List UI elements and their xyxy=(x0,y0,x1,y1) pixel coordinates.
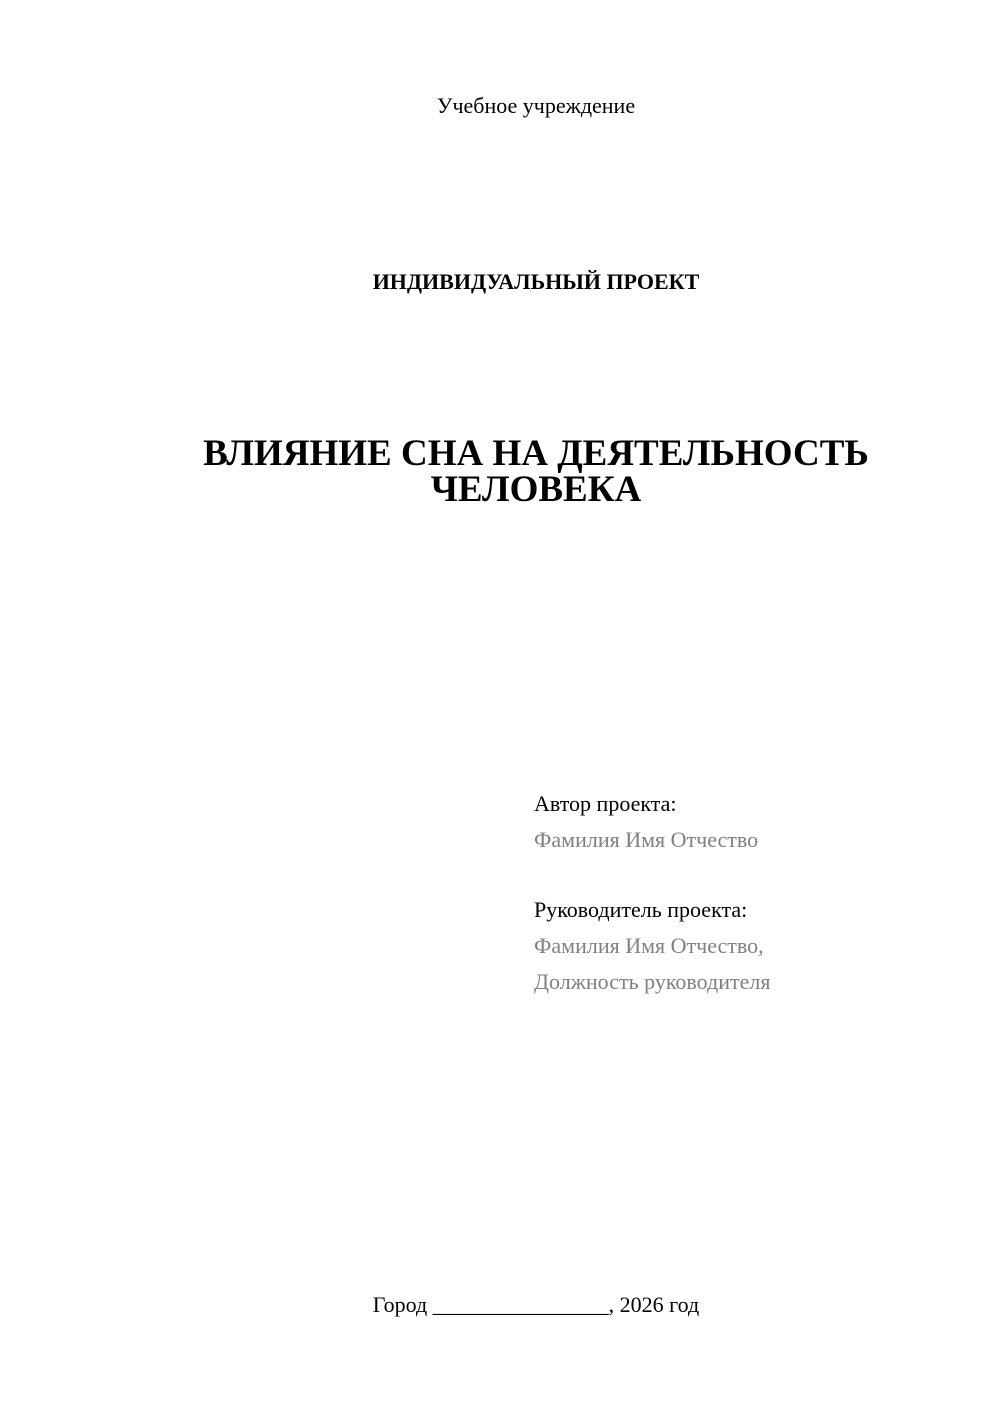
project-title xyxy=(0,433,1000,510)
project-title-line-2: ЧЕЛОВЕКА xyxy=(430,469,642,510)
author-label: Автор проекта: xyxy=(534,791,677,816)
supervisor-block xyxy=(534,892,974,1000)
institution-name: Учебное учреждение xyxy=(436,93,636,118)
city-year-line: Город ________________, 2026 год xyxy=(372,1292,700,1317)
supervisor-name: Фамилия Имя Отчество, xyxy=(534,933,764,958)
supervisor-label: Руководитель проекта: xyxy=(534,897,748,922)
author-name: Фамилия Имя Отчество xyxy=(534,827,759,852)
document-type-heading: ИНДИВИДУАЛЬНЫЙ ПРОЕКТ xyxy=(372,269,700,294)
author-block xyxy=(534,786,974,858)
project-title-line-1: ВЛИЯНИЕ СНА НА ДЕЯТЕЛЬНОСТЬ xyxy=(203,433,869,474)
supervisor-position: Должность руководителя xyxy=(534,969,771,994)
